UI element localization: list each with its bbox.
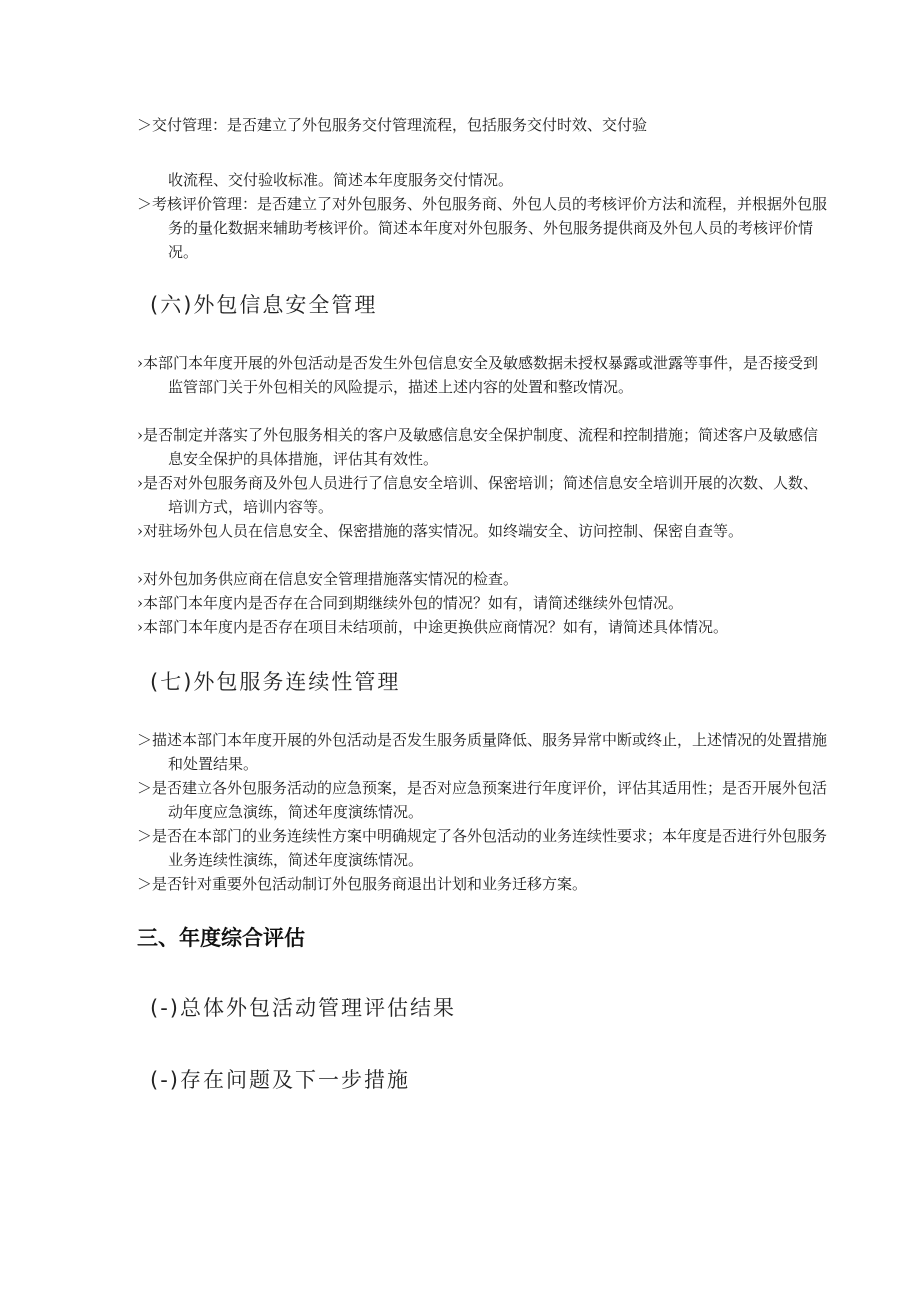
assessment-management-item: ＞考核评价管理：是否建立了对外包服务、外包服务商、外包人员的考核评价方法和流程，并根据外包服务的量化数据来辅助考核评价。简述本年度对外包服务、外包服务提供商及外包人员的考核评价情况。 — [137, 195, 828, 261]
part3-sub1-heading: (-)总体外包活动管理评估结果 — [150, 996, 456, 1020]
section7-item-3: ＞是否在本部门的业务连续性方案中明确规定了各外包活动的业务连续性要求；本年度是否进行外包服务业务连续性演练，简述年度演练情况。 — [137, 827, 828, 869]
section6-item-6: ›本部门本年度内是否存在合同到期继续外包的情况？如有，请简述继续外包情况。 — [137, 594, 684, 612]
section6-item-2: ›是否制定并落实了外包服务相关的客户及敏感信息安全保护制度、流程和控制措施；简述客户及敏感信息安全保护的具体措施，评估其有效性。 — [137, 426, 819, 468]
section6-heading: (六)外包信息安全管理 — [150, 293, 378, 317]
section6-item-1: ›本部门本年度开展的外包活动是否发生外包信息安全及敏感数据未授权暴露或泄露等事件，是否接受到监管部门关于外包相关的风险提示，描述上述内容的处置和整改情况。 — [137, 354, 819, 396]
section7-item-2: ＞是否建立各外包服务活动的应急预案，是否对应急预案进行年度评价，评估其适用性；是否开展外包活动年度应急演练，简述年度演练情况。 — [137, 779, 828, 821]
section7-heading: (七)外包服务连续性管理 — [150, 670, 401, 694]
section6-item-7: ›本部门本年度内是否存在项目未结项前，中途更换供应商情况？如有，请简述具体情况。 — [137, 618, 729, 636]
delivery-management-line1: ＞交付管理：是否建立了外包服务交付管理流程，包括服务交付时效、交付验 — [137, 116, 648, 134]
section7-item-1: ＞描述本部门本年度开展的外包活动是否发生服务质量降低、服务异常中断或终止，上述情况的处置措施和处置结果。 — [137, 731, 828, 773]
delivery-management-line2: 收流程、交付验收标准。简述本年度服务交付情况。 — [168, 171, 514, 189]
section6-item-4: ›对驻场外包人员在信息安全、保密措施的落实情况。如终端安全、访问控制、保密自查等。 — [137, 522, 744, 540]
section6-item-3: ›是否对外包服务商及外包人员进行了信息安全培训、保密培训；简述信息安全培训开展的次数、人数、培训方式，培训内容等。 — [137, 474, 819, 516]
part3-sub2-heading: (-)存在问题及下一步措施 — [150, 1068, 410, 1092]
section6-item-5: ›对外包加务供应商在信息安全管理措施落实情况的检查。 — [137, 570, 519, 588]
part3-heading: 三、年度综合评估 — [137, 926, 305, 950]
section7-item-4: ＞是否针对重要外包活动制订外包服务商退出计划和业务迁移方案。 — [137, 875, 588, 893]
